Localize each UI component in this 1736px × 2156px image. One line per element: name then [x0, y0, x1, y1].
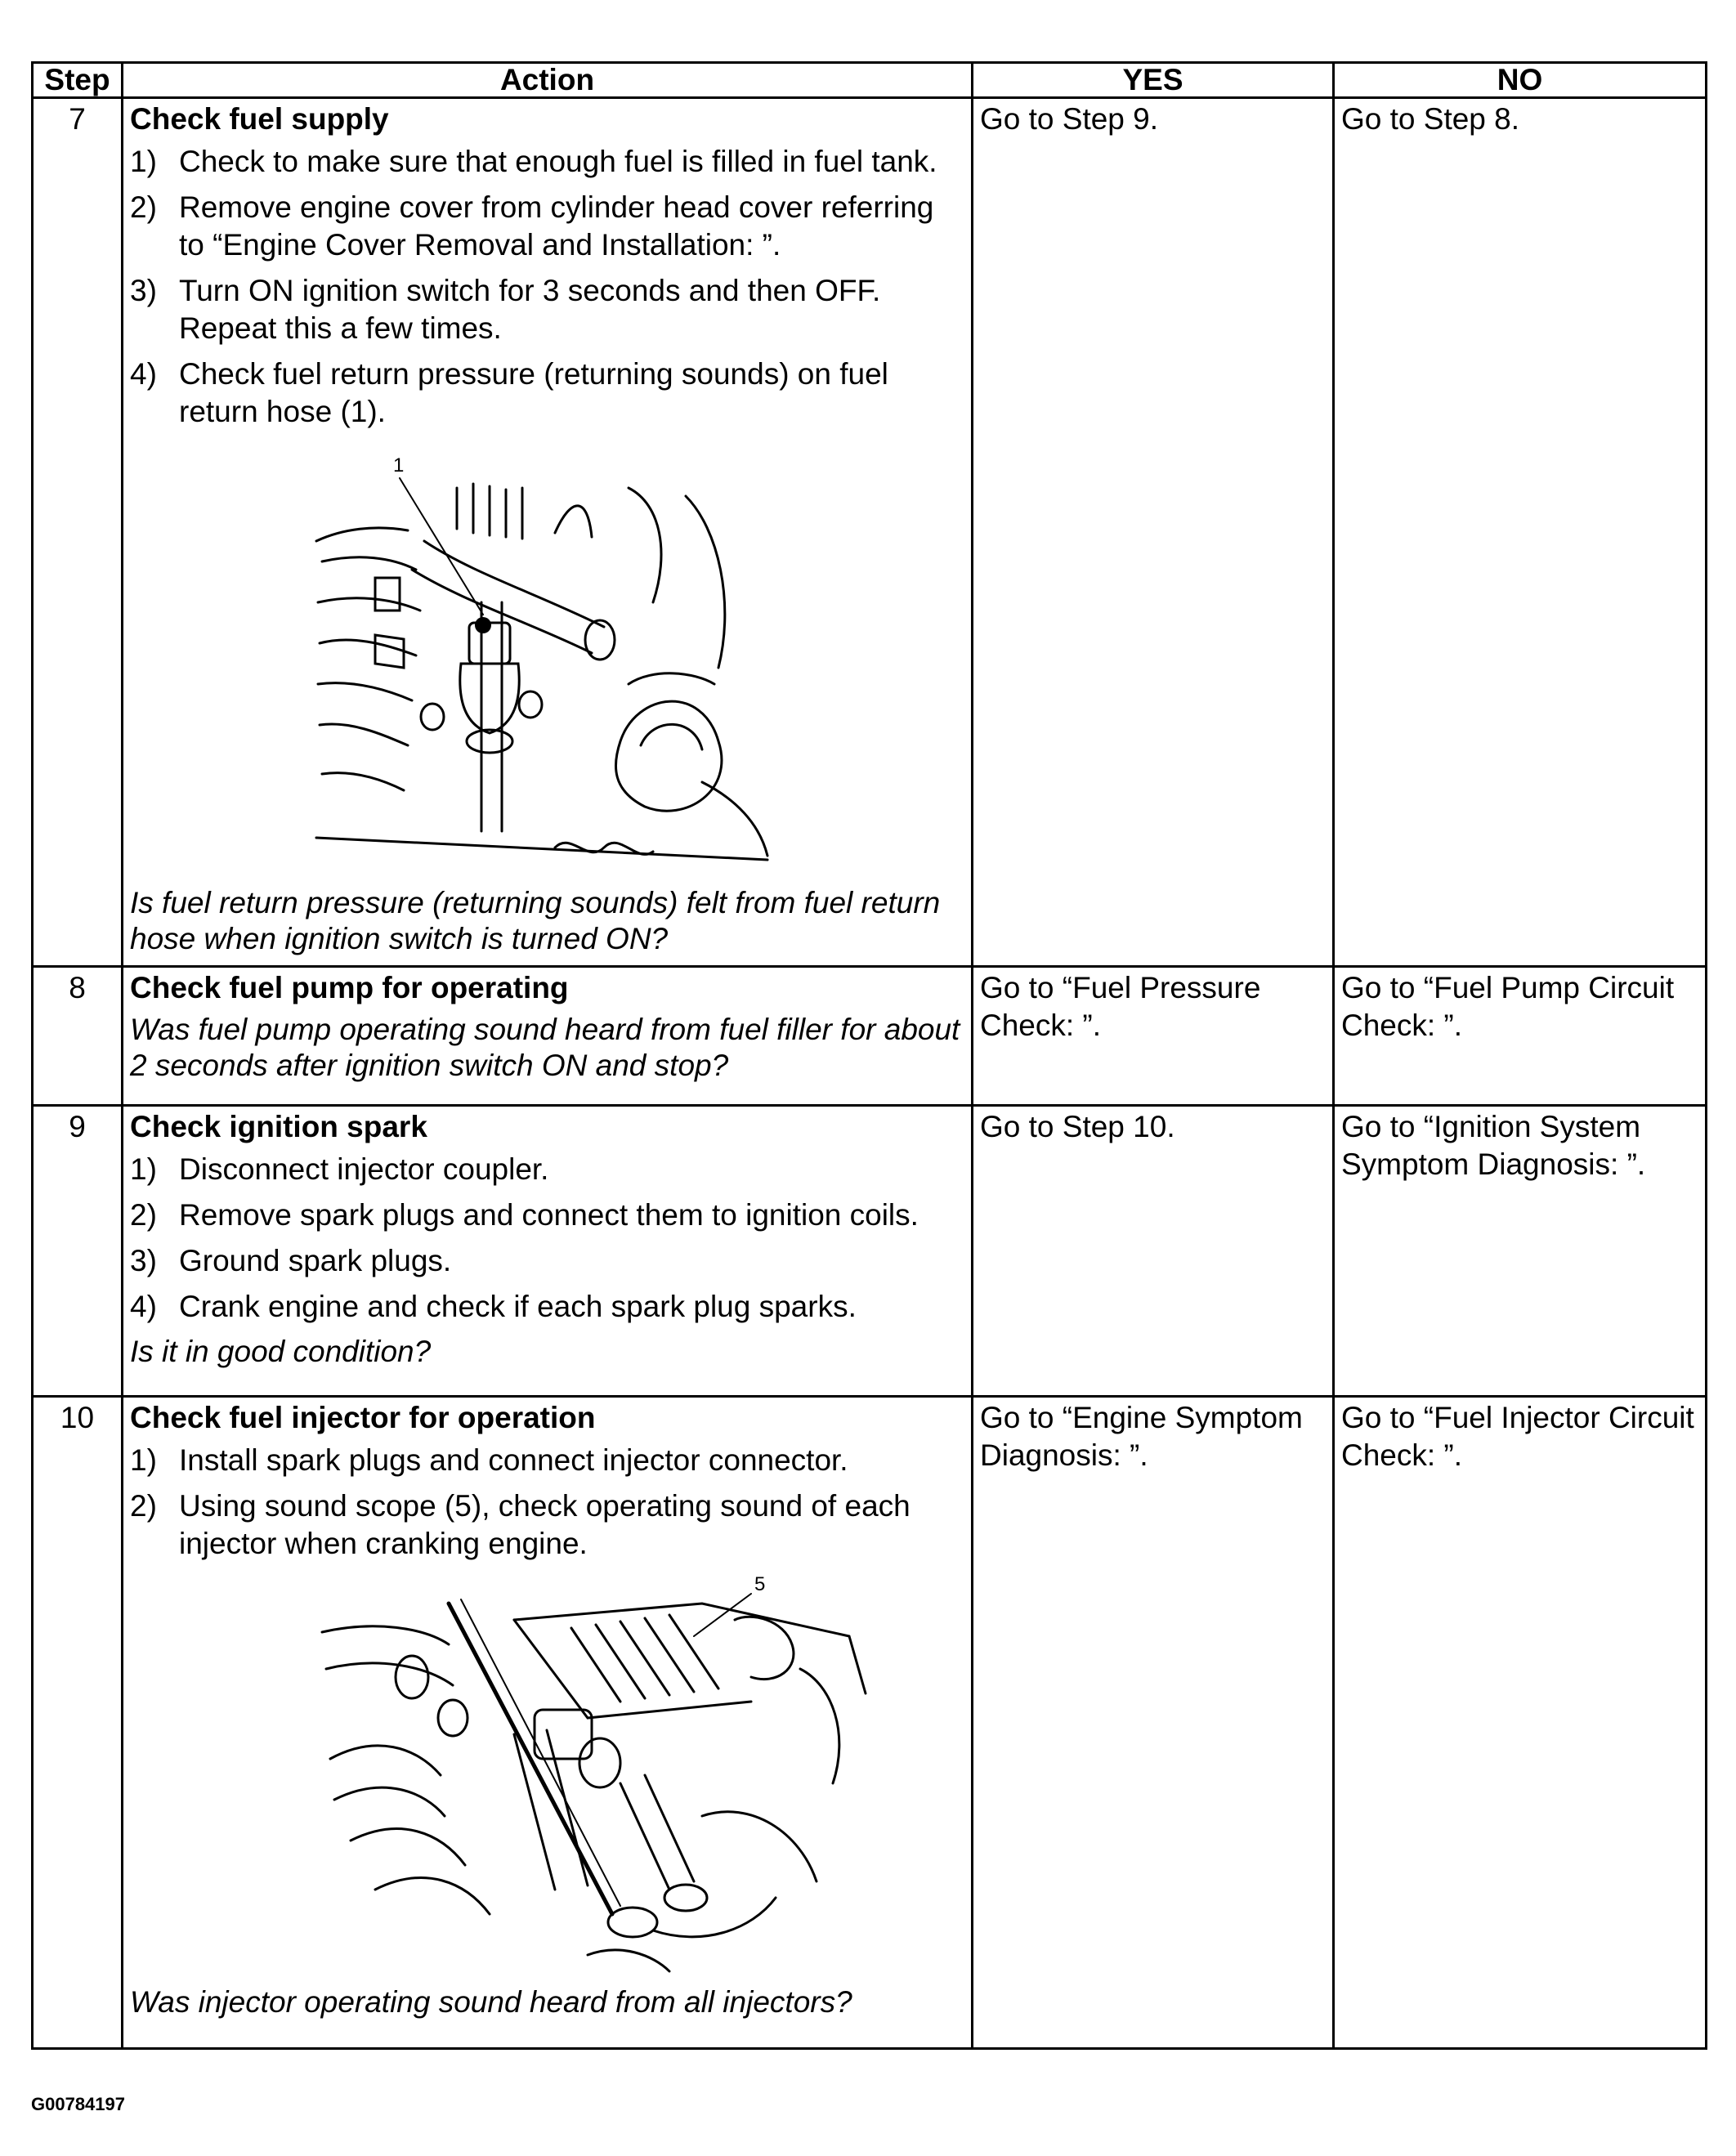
- item-text: Check fuel return pressure (returning sounds) on fuel return hose (1).: [179, 357, 888, 428]
- action-cell: [123, 967, 973, 1106]
- sub-step-list: [130, 1442, 964, 1563]
- table-row: [33, 967, 1707, 1106]
- item-number: 2): [130, 190, 157, 224]
- list-item: [130, 189, 964, 264]
- list-item: [130, 1151, 964, 1188]
- item-number: 3): [130, 274, 157, 307]
- figure-callout: 1: [393, 454, 405, 476]
- item-text: Install spark plugs and connect injector connector.: [179, 1443, 848, 1477]
- yes-result: Go to “Fuel Pressure Check: ”.: [973, 967, 1334, 1106]
- header-step: Step: [33, 63, 123, 98]
- no-result: Go to “Ignition System Symptom Diagnosis: ”.: [1334, 1106, 1707, 1397]
- no-result: Go to Step 8.: [1334, 98, 1707, 967]
- step-title: Check fuel pump for operating: [130, 971, 569, 1004]
- sub-step-list: [130, 143, 964, 431]
- item-number: 2): [130, 1198, 157, 1232]
- step-title: Check fuel supply: [130, 102, 389, 136]
- sub-step-list: [130, 1151, 964, 1326]
- step-number: 9: [33, 1106, 123, 1397]
- document-code: G00784197: [31, 2094, 125, 2114]
- step-number: 7: [33, 98, 123, 967]
- action-cell: [123, 1397, 973, 2049]
- diagnosis-table: [31, 61, 1707, 2050]
- list-item: [130, 272, 964, 347]
- yes-result: Go to Step 9.: [973, 98, 1334, 967]
- list-item: [130, 1242, 964, 1280]
- item-number: 1): [130, 1443, 157, 1477]
- table-row: [33, 1397, 1707, 2049]
- item-number: 2): [130, 1489, 157, 1523]
- list-item: [130, 356, 964, 431]
- item-text: Using sound scope (5), check operating sound of each injector when cranking engine.: [179, 1489, 911, 1560]
- fuel-return-hose-illustration: [130, 439, 964, 880]
- list-item: [130, 143, 964, 181]
- step-number: 10: [33, 1397, 123, 2049]
- item-text: Remove engine cover from cylinder head cover referring to “Engine Cover Removal and Installation: ”.: [179, 190, 934, 262]
- item-text: Remove spark plugs and connect them to ignition coils.: [179, 1198, 919, 1232]
- step-question: Was injector operating sound heard from all injectors?: [130, 1985, 852, 2019]
- header-yes: YES: [973, 63, 1334, 98]
- header-action: Action: [123, 63, 973, 98]
- list-item: [130, 1442, 964, 1479]
- item-number: 3): [130, 1244, 157, 1277]
- item-number: 1): [130, 145, 157, 178]
- action-cell: [123, 98, 973, 967]
- step-title: Check ignition spark: [130, 1110, 427, 1143]
- step-question: Is fuel return pressure (returning sounds) felt from fuel return hose when ignition switch is turned ON?: [130, 886, 941, 955]
- header-row: [33, 63, 1707, 98]
- yes-result: Go to Step 10.: [973, 1106, 1334, 1397]
- item-number: 1): [130, 1152, 157, 1186]
- table-row: [33, 1106, 1707, 1397]
- yes-result: Go to “Engine Symptom Diagnosis: ”.: [973, 1397, 1334, 2049]
- step-question: Is it in good condition?: [130, 1335, 432, 1368]
- list-item: [130, 1487, 964, 1563]
- action-cell: [123, 1106, 973, 1397]
- no-result: Go to “Fuel Pump Circuit Check: ”.: [1334, 967, 1707, 1106]
- step-title: Check fuel injector for operation: [130, 1401, 596, 1434]
- list-item: [130, 1197, 964, 1234]
- item-text: Check to make sure that enough fuel is filled in fuel tank.: [179, 145, 937, 178]
- item-text: Ground spark plugs.: [179, 1244, 452, 1277]
- item-number: 4): [130, 357, 157, 391]
- no-result: Go to “Fuel Injector Circuit Check: ”.: [1334, 1397, 1707, 2049]
- item-text: Disconnect injector coupler.: [179, 1152, 549, 1186]
- step-number: 8: [33, 967, 123, 1106]
- table-row: [33, 98, 1707, 967]
- item-text: Crank engine and check if each spark plug sparks.: [179, 1290, 857, 1323]
- sound-scope-illustration: [130, 1571, 964, 1979]
- item-number: 4): [130, 1290, 157, 1323]
- item-text: Turn ON ignition switch for 3 seconds and then OFF. Repeat this a few times.: [179, 274, 881, 345]
- figure-callout: 5: [754, 1573, 766, 1595]
- header-no: NO: [1334, 63, 1707, 98]
- list-item: [130, 1288, 964, 1326]
- step-question: Was fuel pump operating sound heard from fuel filler for about 2 seconds after ignition switch ON and stop?: [130, 1013, 960, 1082]
